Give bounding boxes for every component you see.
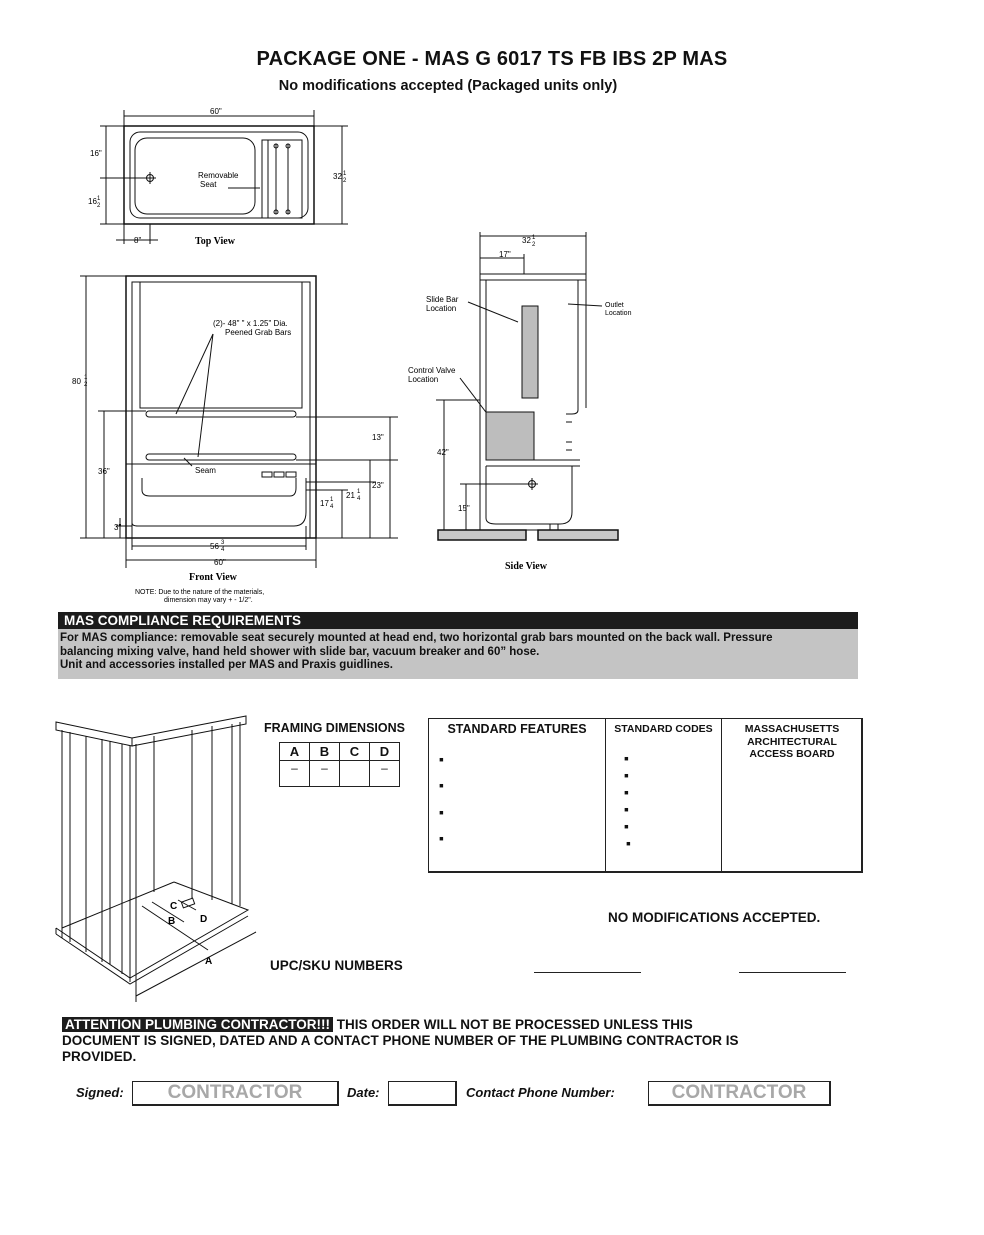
- grab-bar-label: (2)- 48" " x 1.25" Dia.: [213, 319, 288, 328]
- framing-value-a[interactable]: –: [280, 761, 310, 787]
- svg-text:1: 1: [532, 235, 536, 241]
- framing-header-b: B: [310, 743, 340, 761]
- standard-features-heading: STANDARD FEATURES: [447, 722, 587, 736]
- top-view-drawing: [80, 100, 380, 250]
- svg-text:4: 4: [221, 547, 225, 553]
- signed-label: Signed:: [76, 1085, 124, 1100]
- feature-bullet: ▪: [439, 804, 444, 820]
- svg-text:2: 2: [97, 203, 101, 209]
- feature-bullet: ▪: [439, 751, 444, 767]
- framing-label-c: C: [170, 901, 178, 912]
- svg-text:2: 2: [84, 382, 88, 388]
- mass-access-board-heading: MASSACHUSETTS ARCHITECTURAL ACCESS BOARD: [744, 723, 840, 760]
- front-dim-height: 80: [72, 377, 81, 386]
- signature-placeholder: CONTRACTOR: [167, 1082, 303, 1103]
- date-label: Date:: [347, 1085, 380, 1100]
- svg-text:Location: Location: [408, 375, 439, 384]
- svg-text:2: 2: [343, 178, 347, 184]
- phone-field[interactable]: [648, 1081, 831, 1106]
- svg-text:1: 1: [84, 375, 88, 381]
- code-bullet: ▪: [624, 784, 629, 800]
- framing-label-a: A: [205, 956, 213, 967]
- code-bullet: ▪: [626, 835, 631, 851]
- code-bullet: ▪: [624, 750, 629, 766]
- page-title: PACKAGE ONE - MAS G 6017 TS FB IBS 2P MAS: [256, 48, 728, 70]
- svg-text:1: 1: [357, 489, 361, 495]
- top-dim-left-lower: 16: [88, 197, 97, 206]
- svg-text:3: 3: [221, 540, 225, 546]
- framing-dimensions-table: [279, 742, 400, 787]
- svg-text:Location: Location: [426, 304, 457, 313]
- framing-value-b[interactable]: –: [310, 761, 340, 787]
- svg-text:Peened Grab Bars: Peened Grab Bars: [225, 328, 292, 337]
- page-subtitle: No modifications accepted (Packaged units only): [278, 78, 618, 94]
- framing-header-c: C: [340, 743, 370, 761]
- upc-field-1[interactable]: [534, 972, 641, 973]
- front-dim-21: 21: [346, 491, 355, 500]
- top-dim-right: 32: [333, 172, 342, 181]
- code-bullet: ▪: [624, 767, 629, 783]
- svg-text:dimension may vary + - 1/2".: dimension may vary + - 1/2".: [164, 597, 253, 604]
- svg-text:1: 1: [343, 171, 347, 177]
- feature-bullet: ▪: [439, 777, 444, 793]
- code-bullet: ▪: [624, 801, 629, 817]
- upc-field-2[interactable]: [739, 972, 846, 973]
- svg-text:Seat: Seat: [200, 180, 217, 189]
- side-view-caption: Side View: [505, 561, 547, 572]
- standard-codes-heading: STANDARD CODES: [614, 723, 713, 735]
- front-dim-56: 56: [210, 542, 219, 551]
- standard-features-column: [429, 719, 606, 871]
- front-view-caption: Front View: [189, 572, 237, 583]
- side-dim-42: 42": [437, 448, 449, 457]
- framing-value-c[interactable]: [340, 761, 370, 787]
- framing-header-a: A: [280, 743, 310, 761]
- attention-notice: ATTENTION PLUMBING CONTRACTOR!!! THIS ORDER WILL NOT BE PROCESSED UNLESS THIS DOCUMENT IS SIGNED, DATED AND A CONTACT PHONE NUMBER OF THE PLUMBING CONTRACTOR IS PROVIDED.: [62, 1017, 739, 1064]
- framing-value-d[interactable]: –: [370, 761, 400, 787]
- framing-label-d: D: [200, 914, 208, 925]
- front-view-drawing: [72, 268, 410, 608]
- side-dim-17: 17": [499, 250, 511, 259]
- phone-placeholder: CONTRACTOR: [671, 1082, 807, 1103]
- front-dim-3: 3": [114, 523, 122, 532]
- code-bullet: ▪: [624, 818, 629, 834]
- svg-text:4: 4: [357, 496, 361, 502]
- seam-label: Seam: [195, 466, 216, 475]
- front-dim-17: 17: [320, 499, 329, 508]
- front-dim-36: 36": [98, 467, 110, 476]
- upc-sku-label: UPC/SKU NUMBERS: [270, 958, 403, 973]
- date-field[interactable]: [388, 1081, 457, 1106]
- feature-bullet: ▪: [439, 830, 444, 846]
- top-dim-width: 60": [210, 107, 222, 116]
- svg-text:4: 4: [330, 504, 334, 510]
- svg-text:2: 2: [532, 242, 536, 248]
- standard-codes-column: [606, 719, 722, 871]
- outlet-label: Outlet: [605, 302, 624, 309]
- front-dim-60: 60": [214, 558, 226, 567]
- front-dim-23: 23": [372, 481, 384, 490]
- top-dim-bottom: 8": [134, 236, 142, 245]
- front-dim-13: 13": [372, 433, 384, 442]
- framing-diagram: [52, 712, 257, 1002]
- top-view-caption: Top View: [195, 236, 235, 247]
- compliance-body: For MAS compliance: removable seat securely mounted at head end, two horizontal grab bars mounted on the back wall. Pressure balancing mixing valve, hand held shower with slide bar, vacuum breaker and 60” hose. Unit and accessories installed per MAS and Praxis guidlines.: [58, 629, 858, 679]
- svg-text:1: 1: [330, 497, 334, 503]
- svg-text:Location: Location: [605, 310, 632, 317]
- attention-badge: ATTENTION PLUMBING CONTRACTOR!!!: [62, 1017, 333, 1032]
- mass-access-board-column: [722, 719, 862, 871]
- slide-bar-label: Slide Bar: [426, 295, 459, 304]
- side-view-drawing: [400, 228, 660, 578]
- top-dim-left-upper: 16": [90, 149, 102, 158]
- no-modifications-notice: NO MODIFICATIONS ACCEPTED.: [608, 910, 821, 925]
- framing-header-d: D: [370, 743, 400, 761]
- tolerance-note: NOTE: Due to the nature of the materials,: [135, 589, 265, 596]
- compliance-heading: MAS COMPLIANCE REQUIREMENTS: [58, 612, 858, 629]
- features-table: [428, 718, 863, 873]
- phone-label: Contact Phone Number:: [466, 1085, 615, 1100]
- side-dim-15: 15": [458, 504, 470, 513]
- signature-field[interactable]: [132, 1081, 339, 1106]
- side-dim-32: 32: [522, 236, 531, 245]
- framing-label-b: B: [168, 916, 176, 927]
- control-valve-label: Control Valve: [408, 366, 456, 375]
- svg-text:1: 1: [97, 196, 101, 202]
- framing-dimensions-label: FRAMING DIMENSIONS: [264, 721, 405, 735]
- removable-seat-label: Removable: [198, 171, 239, 180]
